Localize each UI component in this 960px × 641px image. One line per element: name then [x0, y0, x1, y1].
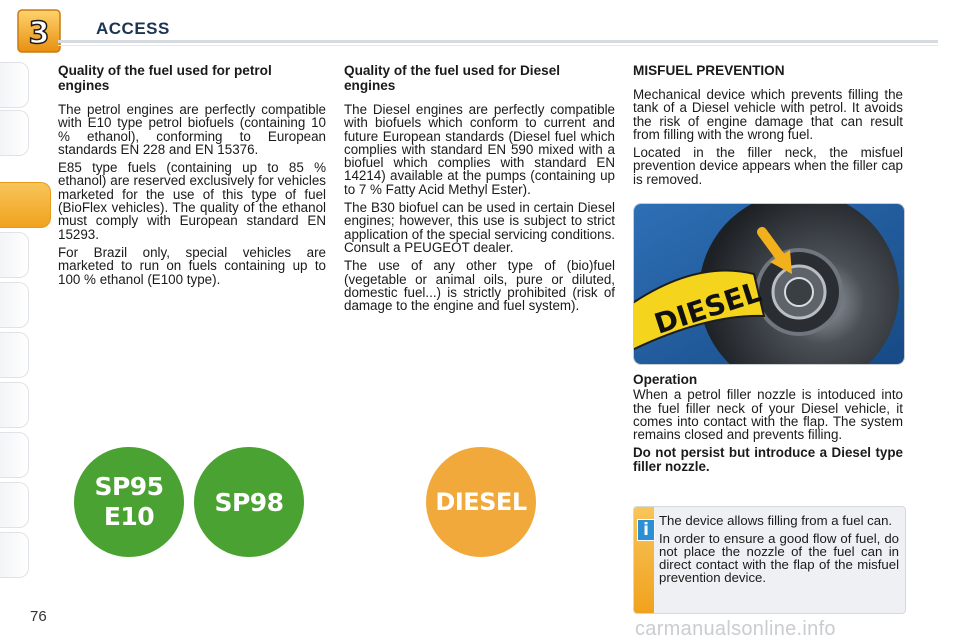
chapter-badge — [16, 8, 62, 54]
sp98-label: SP98 — [214, 487, 284, 517]
petrol-paragraph: The petrol engines are perfectly compatible with E10 type petrol biofuels (containing 10 % ethanol), conforming to European standards EN 228 and EN 15376. — [58, 102, 326, 157]
operation-text: When a petrol filler nozzle is intoduced into the fuel filler neck of your Diesel vehicle, it comes into contact with the flap. The system remains closed and prevents filling. — [633, 387, 903, 443]
chapter-tab-4[interactable] — [0, 232, 29, 278]
sp95-label: SP95 — [94, 472, 164, 501]
chapter-tab-5[interactable] — [0, 282, 29, 328]
info-paragraph: In order to ensure a good flow of fuel, do not place the nozzle of the fuel can in direct contact with the flap of the misfuel prevention device. — [659, 531, 899, 585]
header-rule — [58, 40, 938, 43]
chapter-tab-9[interactable] — [0, 482, 29, 528]
petrol-paragraph: E85 type fuels (containing up to 85 % ethanol) are reserved exclusively for vehicles marketed for the use of this type of fuel (BioFlex vehicles). The quality of the ethanol must comply with European standard EN 15293. — [58, 160, 326, 242]
chapter-tab-3-active[interactable] — [0, 182, 51, 228]
sp98-badge — [194, 447, 304, 557]
chapter-tabs — [0, 62, 34, 578]
chapter-tab-8[interactable] — [0, 432, 29, 478]
chapter-tab-7[interactable] — [0, 382, 29, 428]
svg-text:3: 3 — [28, 16, 50, 51]
info-icon: i — [637, 519, 655, 541]
filler-neck-photo — [633, 203, 905, 365]
sp95-e10-badge — [74, 447, 184, 557]
operation-title: Operation — [633, 372, 698, 387]
chapter-tab-1[interactable] — [0, 62, 29, 108]
diesel-label: DIESEL — [435, 488, 527, 516]
svg-text:DIESEL: DIESEL — [650, 275, 766, 341]
info-text — [659, 514, 899, 589]
misfuel-paragraph: Mechanical device which prevents filling the tank of a Diesel vehicle with petrol. It avoids the risk of engine damage that can result from filling with the wrong fuel. — [633, 87, 903, 142]
petrol-fuel-section — [58, 63, 326, 291]
misfuel-section — [633, 63, 903, 191]
diesel-paragraph: The use of any other type of (bio)fuel (vegetable or animal oils, pure or diluted, domestic fuel...) is strictly prohibited (risk of damage to the engine and fuel system). — [344, 258, 615, 314]
info-box — [633, 506, 906, 614]
diesel-paragraph: The Diesel engines are perfectly compatible with biofuels which conform to current and future European standards (Diesel fuel which complies with standard EN 590 mixed with a biofuel which complies with standard EN 14214) available at the pumps (containing up to 7 % Fatty Acid Methyl Ester). — [344, 102, 615, 197]
watermark: carmanualsonline.info — [635, 618, 836, 640]
diesel-section-title: Quality of the fuel used for Diesel engines — [344, 63, 561, 93]
page-number: 76 — [30, 608, 47, 625]
petrol-paragraph: For Brazil only, special vehicles are marketed to run on fuels containing up to 100 % ethanol (E100 type). — [58, 244, 326, 287]
operation-section — [633, 373, 903, 478]
info-paragraph: The device allows filling from a fuel can. — [659, 513, 893, 528]
diesel-badge — [426, 447, 536, 557]
chapter-title: ACCESS — [96, 19, 170, 38]
diesel-paragraph: The B30 biofuel can be used in certain Diesel engines; however, this use is subject to strict application of the special servicing conditions. Consult a PEUGEOT dealer. — [344, 200, 615, 255]
e10-label: E10 — [103, 502, 155, 531]
header-rule-thin — [58, 45, 938, 46]
diesel-fuel-section — [344, 63, 615, 317]
chapter-tab-6[interactable] — [0, 332, 29, 378]
chapter-tab-2[interactable] — [0, 110, 29, 156]
misfuel-section-title: MISFUEL PREVENTION — [633, 63, 785, 78]
chapter-tab-10[interactable] — [0, 532, 29, 578]
misfuel-paragraph: Located in the filler neck, the misfuel prevention device appears when the filler cap is removed. — [633, 145, 903, 187]
operation-warning: Do not persist but introduce a Diesel type filler nozzle. — [633, 445, 903, 474]
petrol-section-title: Quality of the fuel used for petrol engines — [58, 63, 272, 93]
